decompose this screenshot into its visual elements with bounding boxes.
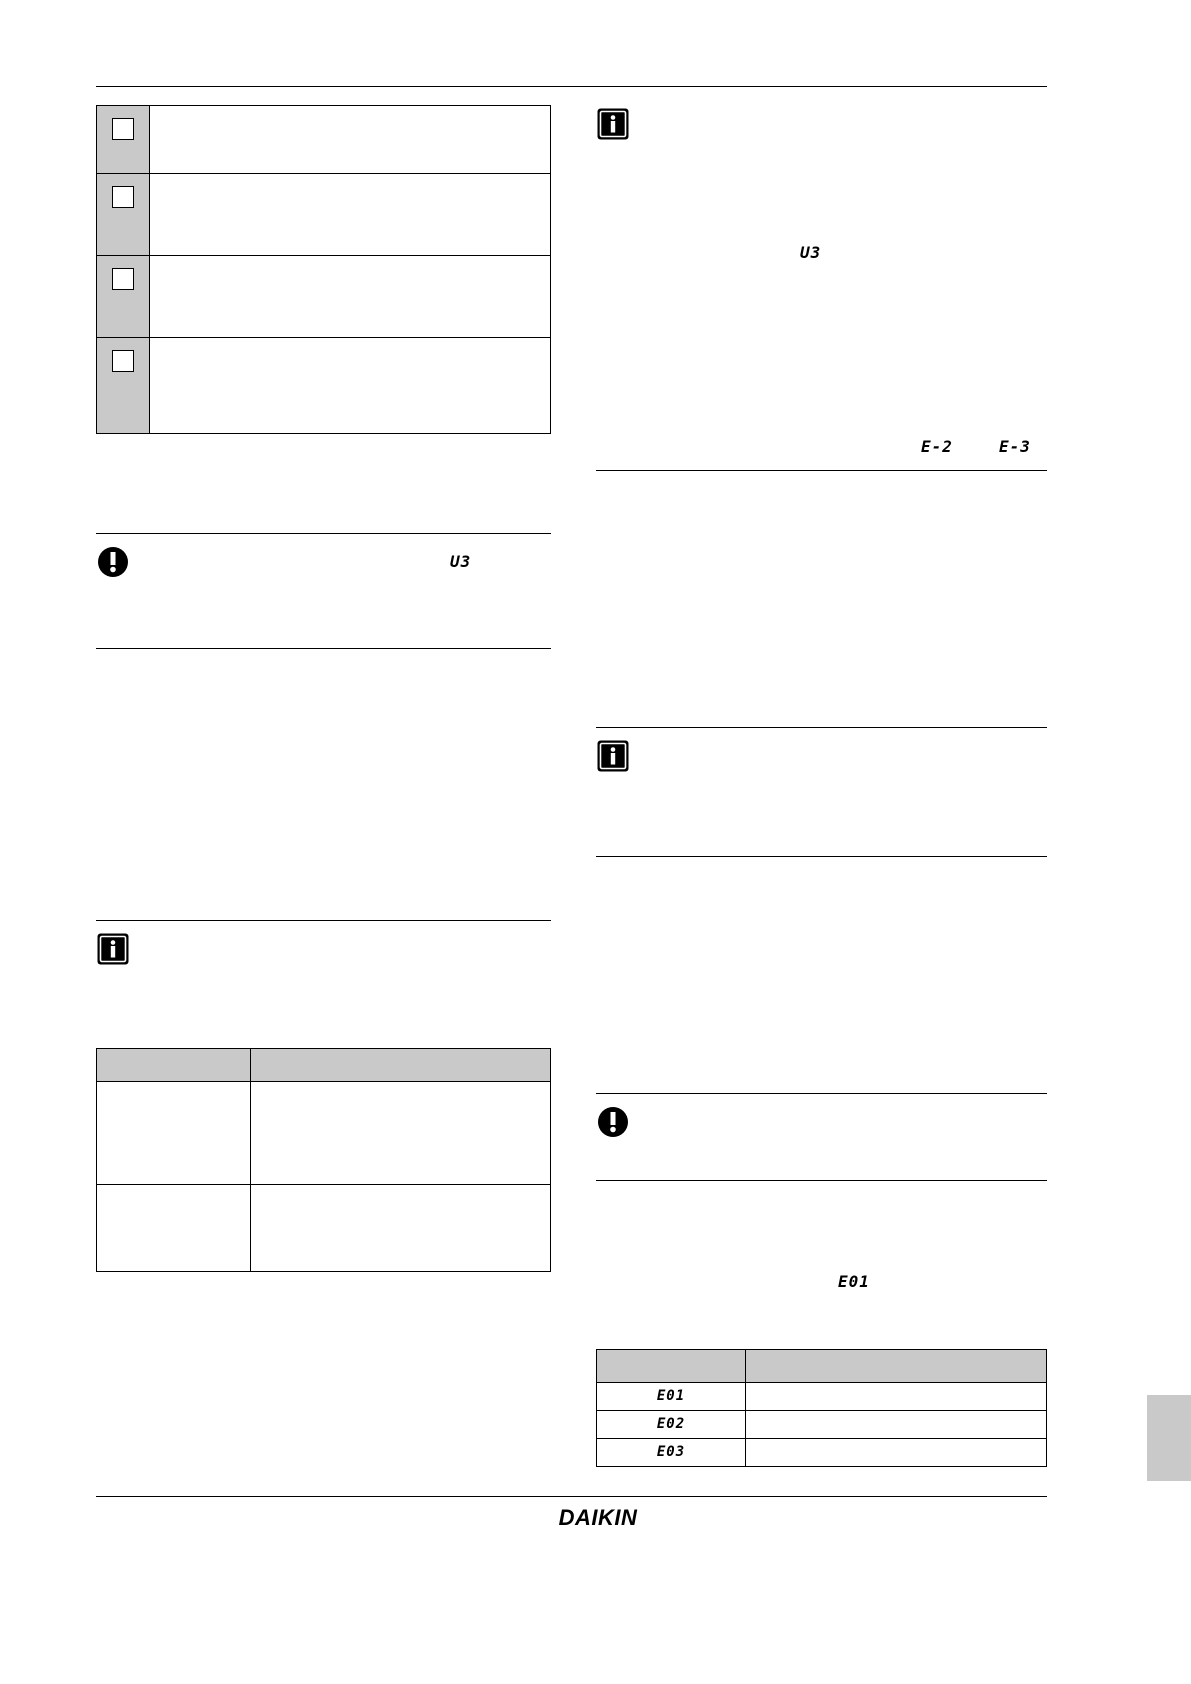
info-block-left (96, 920, 551, 975)
notice-line-2 (150, 553, 551, 572)
table-row (97, 1082, 551, 1185)
notice-text (650, 1103, 1047, 1139)
table-row (597, 1383, 1047, 1411)
error-description-cell (746, 1439, 1047, 1467)
left-data-table (96, 1048, 551, 1272)
table-header-row (97, 1049, 551, 1082)
table-row (97, 338, 550, 433)
table-row (97, 1185, 551, 1272)
checklist-item-text (150, 174, 550, 255)
error-code-table (596, 1349, 1047, 1467)
checklist-checkbox-cell[interactable] (97, 106, 150, 173)
code-e02: E02 (656, 1416, 686, 1432)
table-row (597, 1411, 1047, 1439)
checklist-item-text (150, 338, 550, 433)
info-block-right-mid (596, 727, 1047, 857)
paragraph-1 (596, 530, 1047, 547)
code-e01: E01 (656, 1388, 686, 1404)
checkbox-icon[interactable] (112, 118, 134, 140)
checklist-table (96, 105, 551, 434)
right-body-text (596, 530, 1047, 574)
left-body-text (96, 680, 551, 697)
code-e3: E-3 (999, 437, 1031, 456)
notice-icon (596, 1103, 650, 1139)
code-u3: U3 (450, 552, 472, 571)
checkbox-icon[interactable] (112, 268, 134, 290)
page-side-tab (1147, 1395, 1191, 1481)
divider (596, 470, 1047, 471)
divider (596, 1180, 1047, 1181)
notice-block-left (96, 533, 551, 588)
divider (96, 648, 551, 649)
checklist-checkbox-cell[interactable] (97, 174, 150, 255)
checkbox-icon[interactable] (112, 350, 134, 372)
code-u3-inline: U3 (800, 243, 822, 262)
table-row (597, 1439, 1047, 1467)
error-code-cell (597, 1383, 746, 1411)
notice-icon (96, 543, 150, 579)
code-e01-inline: E01 (838, 1272, 870, 1291)
daikin-logo: DAIKIN (558, 1505, 638, 1530)
table-cell-label (97, 1185, 251, 1272)
paragraph (96, 680, 551, 697)
column-header-code (597, 1350, 746, 1383)
table-cell-label (97, 1082, 251, 1185)
table-row (97, 256, 550, 338)
info-icon (596, 105, 650, 141)
notice-block-right (596, 1093, 1047, 1181)
table-row (97, 174, 550, 256)
checklist-item-text (150, 106, 550, 173)
info-icon (96, 930, 150, 966)
error-code-cell (597, 1411, 746, 1439)
header-rule (96, 86, 1047, 87)
table-row (97, 106, 550, 174)
error-description-cell (746, 1411, 1047, 1439)
code-e2: E-2 (921, 437, 953, 456)
checklist-checkbox-cell[interactable] (97, 338, 150, 433)
code-e03: E03 (656, 1444, 686, 1460)
info-text (650, 737, 1047, 773)
footer-rule (96, 1496, 1047, 1497)
table-cell-value (251, 1185, 551, 1272)
checklist-checkbox-cell[interactable] (97, 256, 150, 337)
paragraph-2 (596, 557, 1047, 574)
info-text (650, 105, 1047, 141)
column-header-1 (97, 1049, 251, 1082)
table-cell-value (251, 1082, 551, 1185)
table-header-row (597, 1350, 1047, 1383)
divider (596, 856, 1047, 857)
checkbox-icon[interactable] (112, 186, 134, 208)
info-block-right-top (596, 99, 1047, 471)
info-text (150, 930, 551, 966)
error-description-cell (746, 1383, 1047, 1411)
column-header-2 (251, 1049, 551, 1082)
error-code-cell (597, 1439, 746, 1467)
checklist-item-text (150, 256, 550, 337)
info-icon (596, 737, 650, 773)
notice-text (150, 543, 551, 579)
column-header-description (746, 1350, 1047, 1383)
